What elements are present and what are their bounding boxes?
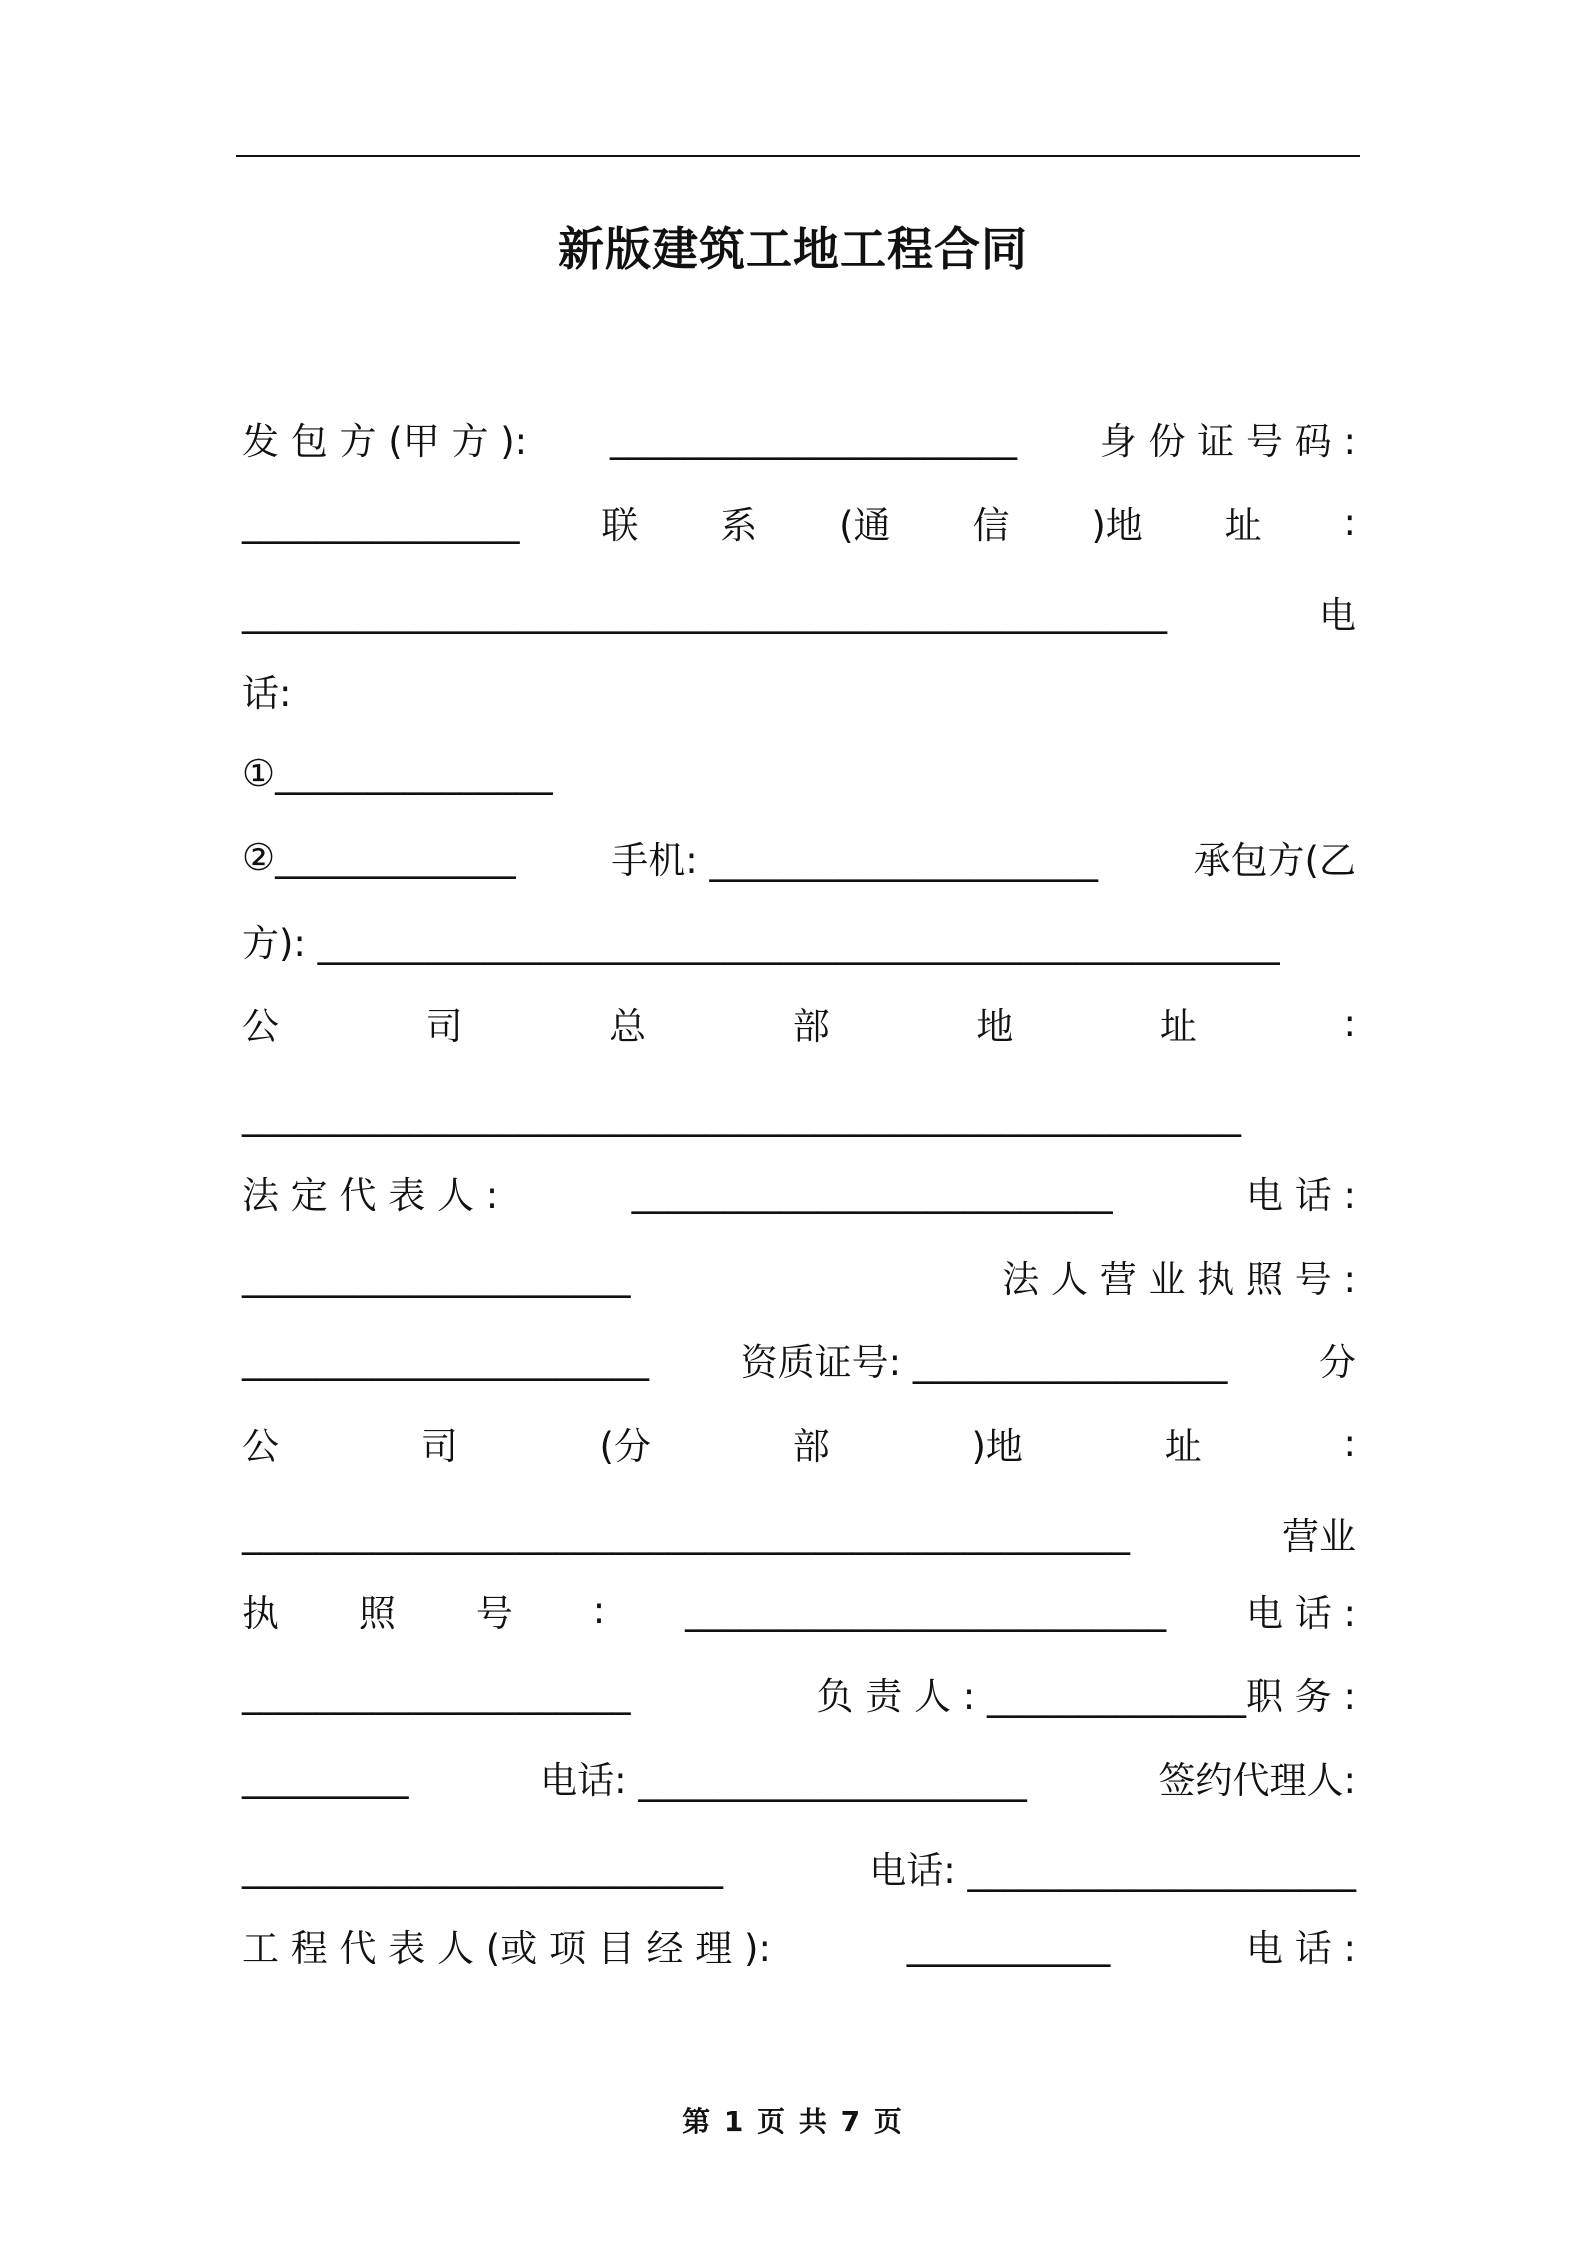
body-line	[242, 408, 1356, 468]
line-segment: 信	[972, 504, 1010, 547]
line-segment: ______________________________________________________	[242, 1093, 1241, 1137]
body-line	[242, 582, 1356, 642]
body-line	[242, 1085, 1356, 1145]
body-line	[242, 743, 1356, 803]
line-segment: ___________	[906, 1923, 1111, 1967]
line-segment: 系	[720, 504, 758, 547]
line-segment: 方): ____________________________________________________	[242, 922, 1280, 965]
line-segment: 电 话 :	[1246, 1592, 1356, 1635]
line-segment: :	[1343, 500, 1356, 544]
line-segment: )地	[971, 1425, 1023, 1468]
line-segment: 发 包 方 (甲 方 ):	[242, 420, 528, 463]
line-segment: ②_____________	[242, 835, 516, 879]
line-segment: 电话: _____________________	[869, 1849, 1356, 1892]
line-segment: ________________________________________________	[242, 1511, 1130, 1555]
body-line	[242, 1837, 1356, 1897]
line-segment: 电 话 :	[1245, 1927, 1356, 1970]
line-segment: :	[1343, 1001, 1356, 1045]
line-segment: 联	[601, 504, 639, 547]
line-segment: 部	[792, 1005, 830, 1048]
line-segment: ______________________	[609, 416, 1017, 460]
line-segment: 法 定 代 表 人 :	[242, 1174, 499, 1217]
line-segment: 电话: _____________________	[540, 1759, 1027, 1802]
line-segment: 公	[242, 1005, 279, 1048]
body-line	[242, 1503, 1356, 1563]
line-segment: (通	[839, 504, 891, 547]
line-segment: 照	[358, 1592, 396, 1635]
line-segment: 手机: _____________________	[611, 839, 1098, 882]
line-segment: :	[1343, 1421, 1356, 1465]
line-segment: 工 程 代 表 人 (或 项 目 经 理 ):	[242, 1927, 771, 1970]
line-segment: )地	[1091, 504, 1143, 547]
body-line	[242, 1580, 1356, 1640]
body-line	[242, 492, 1356, 552]
line-segment: 址	[1159, 1005, 1197, 1048]
line-segment: 址	[1164, 1425, 1202, 1468]
body-line	[242, 1246, 1356, 1306]
line-segment: 公	[242, 1425, 279, 1468]
line-segment: 址	[1224, 504, 1262, 547]
line-segment: ①_______________	[242, 751, 553, 795]
document-title: 新版建筑工地工程合同	[558, 222, 1028, 276]
line-segment: _____________________	[242, 1254, 631, 1298]
body-line	[242, 1663, 1356, 1723]
line-segment: 司	[425, 1005, 463, 1048]
header-rule	[236, 155, 1360, 157]
line-segment: 负 责 人 : ______________职 务 :	[816, 1675, 1356, 1718]
line-segment: __________________________	[685, 1588, 1167, 1632]
line-segment: __________________________	[631, 1170, 1113, 1214]
line-segment: 资质证号: _________________	[740, 1341, 1228, 1384]
body-line	[242, 1747, 1356, 1807]
page-footer: 第 1 页 共 7 页	[682, 2105, 904, 2138]
line-segment: _________	[242, 1755, 409, 1799]
line-segment: __________________________	[242, 1845, 723, 1889]
line-segment: 执	[242, 1592, 279, 1635]
body-line	[242, 910, 1356, 970]
line-segment: 分	[1318, 1341, 1356, 1384]
line-segment: 总	[609, 1005, 647, 1048]
body-line	[242, 1413, 1356, 1473]
line-segment: _______________	[242, 500, 520, 544]
line-segment: 电 话 :	[1246, 1174, 1356, 1217]
line-segment: ______________________	[242, 1337, 649, 1381]
line-segment: 身 份 证 号 码 :	[1099, 420, 1356, 463]
body-line	[242, 660, 1356, 720]
line-segment: __________________________________________________	[242, 590, 1167, 634]
body-line	[242, 827, 1356, 887]
line-segment: :	[592, 1588, 606, 1632]
body-line	[242, 1915, 1356, 1975]
body-line	[242, 993, 1356, 1053]
line-segment: (分	[599, 1425, 651, 1468]
line-segment: 承包方(乙	[1193, 839, 1356, 882]
line-segment: 电	[1319, 594, 1356, 637]
line-segment: 法 人 营 业 执 照 号 :	[1002, 1258, 1356, 1301]
line-segment: 话:	[242, 672, 292, 715]
line-segment: 号	[475, 1592, 513, 1635]
line-segment: 部	[792, 1425, 830, 1468]
body-line	[242, 1162, 1356, 1222]
line-segment: 司	[420, 1425, 458, 1468]
line-segment: 签约代理人:	[1158, 1759, 1356, 1802]
body-line	[242, 1329, 1356, 1389]
line-segment: _____________________	[242, 1671, 631, 1715]
line-segment: 营业	[1282, 1515, 1356, 1558]
line-segment: 地	[976, 1005, 1014, 1048]
